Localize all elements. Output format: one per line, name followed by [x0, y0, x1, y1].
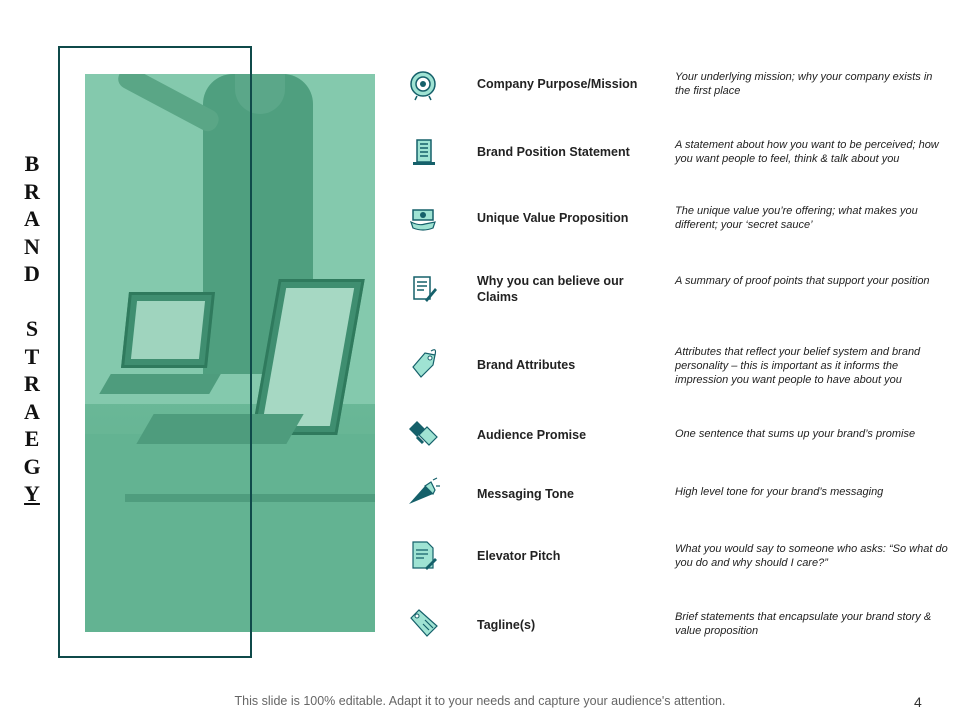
row-description: A statement about how you want to be perceived; how you want people to feel, think & talk about you: [675, 139, 939, 165]
row-title: Why you can believe our Claims: [477, 274, 624, 304]
row-description: Attributes that reflect your belief system and brand personality – this is important as it informs the impression you want people to have about you: [675, 346, 921, 386]
document-edit-icon: [405, 272, 441, 308]
row-description: Brief statements that encapsulate your brand story & value proposition: [675, 611, 932, 637]
building-icon: [405, 136, 441, 172]
title-letter: A: [24, 398, 40, 424]
title-letter: R: [24, 178, 40, 204]
row-description: Your underlying mission; why your company exists in the first place: [675, 71, 933, 97]
title-letter: Y: [24, 481, 40, 506]
row-title: Audience Promise: [477, 428, 587, 442]
title-letter: D: [24, 261, 40, 286]
row-title: Elevator Pitch: [477, 549, 561, 563]
value-hand-icon: [405, 202, 441, 238]
row-title: Messaging Tone: [477, 487, 575, 501]
tag-icon: [405, 345, 441, 381]
row-description: The unique value you’re offering; what makes you different; your ‘secret sauce’: [675, 205, 918, 231]
label-tag-icon: [405, 606, 441, 642]
row-description: What you would say to someone who asks: “So what do you do and why should I care?”: [675, 543, 948, 569]
row-description: High level tone for your brand’s messaging: [675, 486, 884, 498]
document-pencil-icon: [405, 538, 441, 574]
row-title: Unique Value Proposition: [477, 211, 629, 225]
vertical-title: [14, 150, 50, 508]
row-description: A summary of proof points that support your position: [675, 275, 930, 287]
row-title: Tagline(s): [477, 618, 536, 632]
row-description: One sentence that sums up your brand’s promise: [675, 428, 916, 440]
title-letter: R: [24, 371, 40, 396]
footer-note: This slide is 100% editable. Adapt it to your needs and capture your audience's attention.: [234, 694, 726, 708]
title-letter: N: [24, 233, 40, 259]
row-title: Brand Attributes: [477, 358, 576, 372]
title-letter: G: [23, 453, 41, 479]
title-letter: A: [24, 206, 40, 231]
row-title: Company Purpose/Mission: [477, 77, 638, 91]
megaphone-icon: [405, 476, 441, 512]
title-letter: S: [25, 316, 39, 341]
page-number: 4: [914, 694, 922, 710]
title-letter: B: [24, 151, 40, 176]
target-icon: [405, 68, 441, 104]
title-letter: E: [24, 426, 40, 451]
photo-frame: [58, 46, 252, 658]
title-letter: T: [24, 343, 40, 369]
row-title: Brand Position Statement: [477, 145, 630, 159]
handshake-icon: [405, 417, 441, 453]
